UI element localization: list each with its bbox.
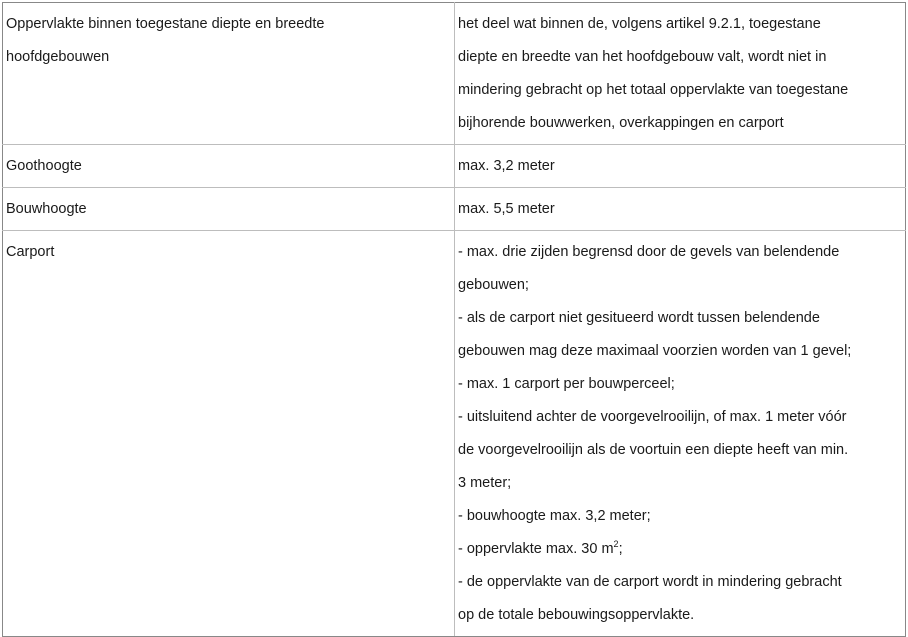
- row-value-line: 3 meter;: [458, 475, 512, 491]
- row-label-line: Oppervlakte binnen toegestane diepte en breedte: [6, 16, 325, 32]
- table-row-bouwhoogte: [3, 188, 906, 231]
- row-value-line: gebouwen mag deze maximaal voorzien worden van 1 gevel;: [458, 343, 852, 359]
- row-label-line: Carport: [6, 244, 55, 260]
- row-value-line: het deel wat binnen de, volgens artikel 9.2.1, toegestane: [458, 16, 821, 32]
- row-value-cell: [455, 188, 906, 231]
- row-value-line: - als de carport niet gesitueerd wordt tussen belendende: [458, 310, 820, 326]
- row-value-line: bijhorende bouwwerken, overkappingen en carport: [458, 115, 784, 131]
- row-value-line: - de oppervlakte van de carport wordt in mindering gebracht: [458, 574, 842, 590]
- table-row-goothoogte: [3, 145, 906, 188]
- row-label-cell: [3, 3, 455, 145]
- area-suffix: ;: [618, 541, 623, 557]
- row-value-line: max. 3,2 meter: [458, 158, 555, 174]
- row-value-line: op de totale bebouwingsoppervlakte.: [458, 607, 695, 623]
- regulations-table: [2, 2, 906, 637]
- row-value-line: diepte en breedte van het hoofdgebouw valt, wordt niet in: [458, 49, 827, 65]
- row-value-line: gebouwen;: [458, 277, 529, 293]
- row-value-cell: [455, 145, 906, 188]
- row-value-line: de voorgevelrooilijn als de voortuin een diepte heeft van min.: [458, 442, 849, 458]
- row-value-cell: [455, 231, 906, 637]
- row-value-line: mindering gebracht op het totaal oppervlakte van toegestane: [458, 82, 849, 98]
- row-label-line: Goothoogte: [6, 158, 82, 174]
- row-label-cell: [3, 188, 455, 231]
- row-value-line-area: [458, 533, 901, 566]
- row-value-line: - bouwhoogte max. 3,2 meter;: [458, 508, 651, 524]
- row-label-line: Bouwhoogte: [6, 201, 87, 217]
- area-text: - oppervlakte max. 30 m: [458, 541, 614, 557]
- row-value-line: max. 5,5 meter: [458, 201, 555, 217]
- table-row-carport: [3, 231, 906, 637]
- row-value-cell: [455, 3, 906, 145]
- area-superscript: 2: [613, 539, 619, 550]
- row-label-cell: [3, 145, 455, 188]
- row-value-line: - uitsluitend achter de voorgevelrooilijn, of max. 1 meter vóór: [458, 409, 847, 425]
- row-label-line: hoofdgebouwen: [6, 49, 110, 65]
- row-value-line: - max. drie zijden begrensd door de gevels van belendende: [458, 244, 840, 260]
- row-value-line: - max. 1 carport per bouwperceel;: [458, 376, 675, 392]
- table-row-oppervlakte: [3, 3, 906, 145]
- row-label-cell: [3, 231, 455, 637]
